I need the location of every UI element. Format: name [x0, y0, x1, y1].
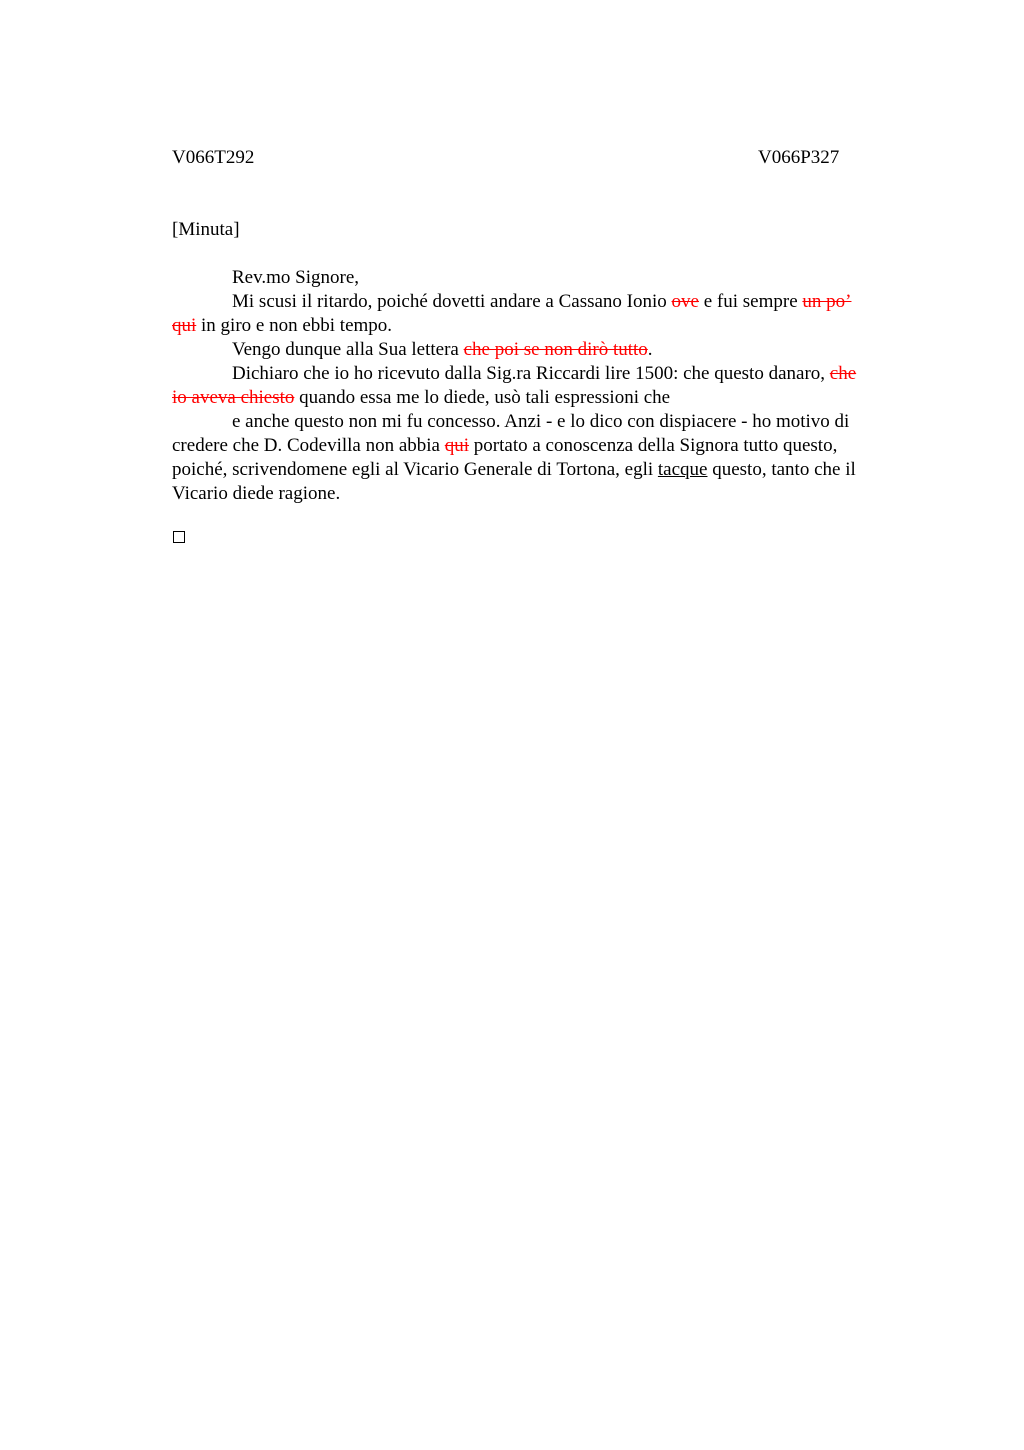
- paragraph-1-line-2: [172, 314, 932, 338]
- deleted-text: ove: [671, 291, 699, 312]
- deleted-text: che poi se non dirò tutto: [463, 339, 648, 360]
- text-run: credere che D. Codevilla non abbia: [172, 435, 445, 456]
- checkbox-square-icon: [173, 531, 185, 543]
- text-run: quando essa me lo diede, usò tali espressioni che: [294, 387, 671, 408]
- deleted-text: io aveva chiesto: [172, 387, 295, 408]
- paragraph-1-line-1: [172, 290, 932, 314]
- text-run: questo, tanto che il: [707, 459, 856, 480]
- text-run: Dichiaro che io ho ricevuto dalla Sig.ra Riccardi lire 1500: che questo danaro,: [232, 363, 830, 384]
- paragraph-4-line-1: e anche questo non mi fu concesso. Anzi - e lo dico con dispiacere - ho motivo di: [232, 411, 850, 432]
- letter-body: [172, 266, 932, 506]
- deleted-text: che: [829, 363, 857, 384]
- paragraph-4-line-2: [172, 434, 932, 458]
- text-run: poiché, scrivendomene egli al Vicario Generale di Tortona, egli: [172, 459, 658, 480]
- text-run: e fui sempre: [698, 291, 803, 312]
- paragraph-3-line-1: [172, 362, 932, 386]
- salutation: Rev.mo Signore,: [232, 267, 360, 288]
- text-run: Vengo dunque alla Sua lettera: [232, 339, 464, 360]
- paragraph-4-line-4: Vicario diede ragione.: [172, 483, 341, 504]
- document-label: [Minuta]: [172, 219, 240, 240]
- underlined-text: tacque: [657, 459, 708, 480]
- text-run: portato a conoscenza della Signora tutto questo,: [469, 435, 838, 456]
- text-run: Mi scusi il ritardo, poiché dovetti andare a Cassano Ionio: [232, 291, 672, 312]
- paragraph-3-line-2: [172, 386, 932, 410]
- text-run: .: [647, 339, 653, 360]
- document-code-right: V066P327: [758, 147, 840, 168]
- document-code-left: V066T292: [172, 147, 255, 168]
- deleted-text: un po’: [802, 291, 852, 312]
- paragraph-4-line-3: [172, 458, 932, 482]
- text-run: in giro e non ebbi tempo.: [196, 315, 393, 336]
- deleted-text: qui: [444, 435, 470, 456]
- deleted-text: qui: [172, 315, 197, 336]
- paragraph-2: [172, 338, 932, 362]
